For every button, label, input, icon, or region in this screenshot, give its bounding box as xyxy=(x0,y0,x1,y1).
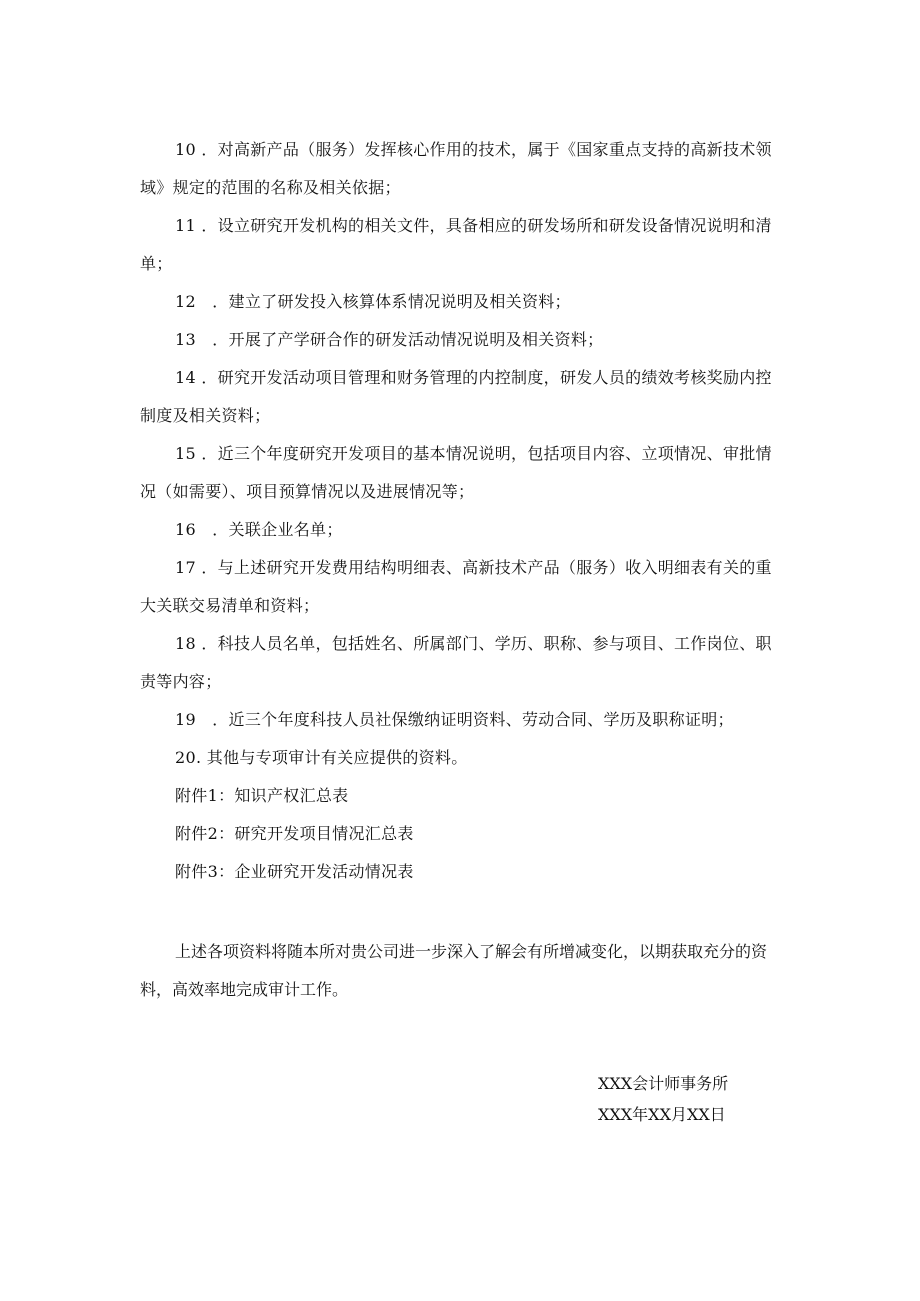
signature-date: XXX年XX月XX日 xyxy=(598,1105,726,1124)
attachment-2: 附件2：研究开发项目情况汇总表 xyxy=(175,824,414,843)
attachment-3: 附件3：企业研究开发活动情况表 xyxy=(175,862,414,881)
list-item-16: 16 ．关联企业名单； xyxy=(175,520,343,539)
list-item-11: 11 ．设立研究开发机构的相关文件，具备相应的研发场所和研发设备情况说明和清单； xyxy=(140,216,772,273)
list-item-13: 13 ．开展了产学研合作的研发活动情况说明及相关资料； xyxy=(175,330,604,349)
closing-paragraph: 上述各项资料将随本所对贵公司进一步深入了解会有所增减变化，以期获取充分的资料，高效率地完成审计工作。 xyxy=(140,942,768,999)
list-item-15: 15 ．近三个年度研究开发项目的基本情况说明，包括项目内容、立项情况、审批情况（如需要）、项目预算情况以及进展情况等； xyxy=(140,444,772,501)
attachment-1: 附件1：知识产权汇总表 xyxy=(175,786,349,805)
list-item-12: 12 ．建立了研发投入核算体系情况说明及相关资料； xyxy=(175,292,571,311)
list-item-19: 19 ．近三个年度科技人员社保缴纳证明资料、劳动合同、学历及职称证明； xyxy=(175,710,734,729)
list-item-10: 10 ．对高新产品（服务）发挥核心作用的技术，属于《国家重点支持的高新技术领域》规定的范围的名称及相关依据； xyxy=(140,140,772,197)
signature-firm: XXX会计师事务所 xyxy=(598,1074,729,1093)
list-item-14: 14 ．研究开发活动项目管理和财务管理的内控制度，研发人员的绩效考核奖励内控制度及相关资料； xyxy=(140,368,772,425)
list-item-20: 20. 其他与专项审计有关应提供的资料。 xyxy=(175,748,468,767)
list-item-17: 17 ．与上述研究开发费用结构明细表、高新技术产品（服务）收入明细表有关的重大关联交易清单和资料； xyxy=(140,558,772,615)
list-item-18: 18 ．科技人员名单，包括姓名、所属部门、学历、职称、参与项目、工作岗位、职责等内容； xyxy=(140,634,772,691)
